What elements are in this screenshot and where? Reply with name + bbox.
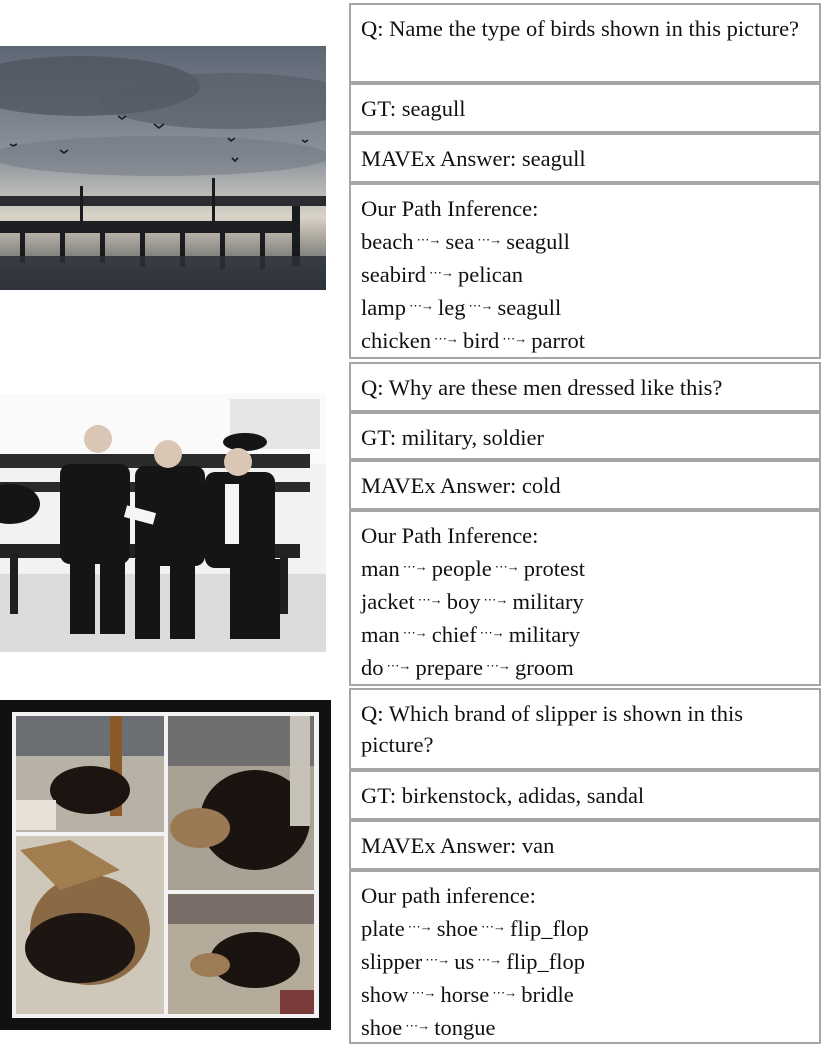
dotted-arrow-icon: ⋯→ (386, 658, 411, 673)
path-node: pelican (457, 262, 523, 287)
path-node: shoe (361, 1015, 403, 1040)
dotted-arrow-icon: ⋯→ (409, 298, 433, 313)
path-node: prepare (415, 655, 483, 680)
path-line (361, 911, 809, 944)
dotted-arrow-icon: ⋯→ (433, 331, 458, 346)
path-node: seagull (506, 229, 570, 254)
path-line (361, 977, 809, 1010)
path-node: flip_flop (509, 916, 589, 941)
dotted-arrow-icon: ⋯→ (494, 559, 519, 574)
dotted-arrow-icon: ⋯→ (407, 919, 432, 934)
dotted-arrow-icon: ⋯→ (502, 331, 527, 346)
path-line (361, 290, 809, 323)
question-text: Q: Why are these men dressed like this? (361, 375, 723, 400)
path-node: seagull (497, 295, 562, 320)
dotted-arrow-icon: ⋯→ (417, 592, 442, 607)
mavex-answer-text: MAVEx Answer: seagull (361, 146, 586, 171)
dotted-arrow-icon: ⋯→ (402, 559, 427, 574)
path-list (361, 551, 809, 683)
question-cell (349, 362, 821, 412)
path-node: do (361, 655, 384, 680)
path-node: flip_flop (506, 949, 586, 974)
gt-cell (349, 83, 821, 133)
path-node: parrot (531, 328, 585, 353)
path-node: chicken (361, 328, 431, 353)
path-node: shoe (436, 916, 478, 941)
mavex-cell (349, 820, 821, 870)
mavex-cell (349, 133, 821, 183)
path-node: people (431, 556, 492, 581)
path-node: military (508, 622, 580, 647)
path-node: bird (462, 328, 500, 353)
dotted-arrow-icon: ⋯→ (480, 919, 505, 934)
path-node: slipper (361, 949, 423, 974)
path-line (361, 584, 809, 617)
path-node: sea (445, 229, 475, 254)
path-line (361, 551, 809, 584)
gt-text: GT: military, soldier (361, 425, 545, 450)
path-inference-cell (349, 183, 821, 359)
question-text: Q: Which brand of slipper is shown in this picture? (361, 701, 744, 757)
dotted-arrow-icon: ⋯→ (479, 625, 504, 640)
path-node: military (512, 589, 584, 614)
path-list (361, 911, 809, 1043)
path-node: bridle (521, 982, 574, 1007)
path-node: jacket (361, 589, 415, 614)
question-text: Q: Name the type of birds shown in this picture? (361, 16, 800, 41)
path-inference-title: Our Path Inference: (361, 196, 539, 221)
mavex-answer-text: MAVEx Answer: van (361, 833, 555, 858)
path-line (361, 1010, 809, 1043)
path-line (361, 617, 809, 650)
path-inference-cell (349, 870, 821, 1044)
path-line (361, 323, 809, 356)
dotted-arrow-icon: ⋯→ (468, 298, 493, 313)
path-node: protest (523, 556, 585, 581)
gt-text: GT: birkenstock, adidas, sandal (361, 783, 645, 808)
path-node: horse (440, 982, 490, 1007)
path-line (361, 944, 809, 977)
gt-cell (349, 770, 821, 820)
dotted-arrow-icon: ⋯→ (485, 658, 510, 673)
path-inference-title: Our Path Inference: (361, 523, 539, 548)
dotted-arrow-icon: ⋯→ (425, 952, 450, 967)
path-node: beach (361, 229, 414, 254)
path-node: leg (438, 295, 466, 320)
dotted-arrow-icon: ⋯→ (483, 592, 508, 607)
example-3-image (0, 700, 331, 1030)
path-node: groom (514, 655, 574, 680)
path-node: boy (446, 589, 481, 614)
path-node: tongue (434, 1015, 496, 1040)
question-cell (349, 688, 821, 770)
question-cell (349, 3, 821, 83)
path-node: show (361, 982, 409, 1007)
path-node: us (454, 949, 475, 974)
example-2-image (0, 394, 326, 652)
dotted-arrow-icon: ⋯→ (405, 1018, 430, 1033)
gt-text: GT: seagull (361, 96, 466, 121)
dotted-arrow-icon: ⋯→ (477, 952, 502, 967)
path-node: seabird (361, 262, 426, 287)
dotted-arrow-icon: ⋯→ (428, 265, 453, 280)
dotted-arrow-icon: ⋯→ (416, 232, 441, 247)
path-node: chief (431, 622, 477, 647)
example-1-image (0, 46, 326, 290)
path-line (361, 224, 809, 257)
gt-cell (349, 412, 821, 460)
path-list (361, 224, 809, 356)
mavex-cell (349, 460, 821, 510)
dotted-arrow-icon: ⋯→ (411, 985, 436, 1000)
path-node: man (361, 556, 400, 581)
path-line (361, 650, 809, 683)
path-node: plate (361, 916, 405, 941)
dotted-arrow-icon: ⋯→ (477, 232, 502, 247)
path-node: man (361, 622, 400, 647)
dotted-arrow-icon: ⋯→ (492, 985, 517, 1000)
path-inference-title: Our path inference: (361, 883, 536, 908)
path-node: lamp (361, 295, 406, 320)
dotted-arrow-icon: ⋯→ (402, 625, 427, 640)
path-line (361, 257, 809, 290)
path-inference-cell (349, 510, 821, 686)
mavex-answer-text: MAVEx Answer: cold (361, 473, 561, 498)
